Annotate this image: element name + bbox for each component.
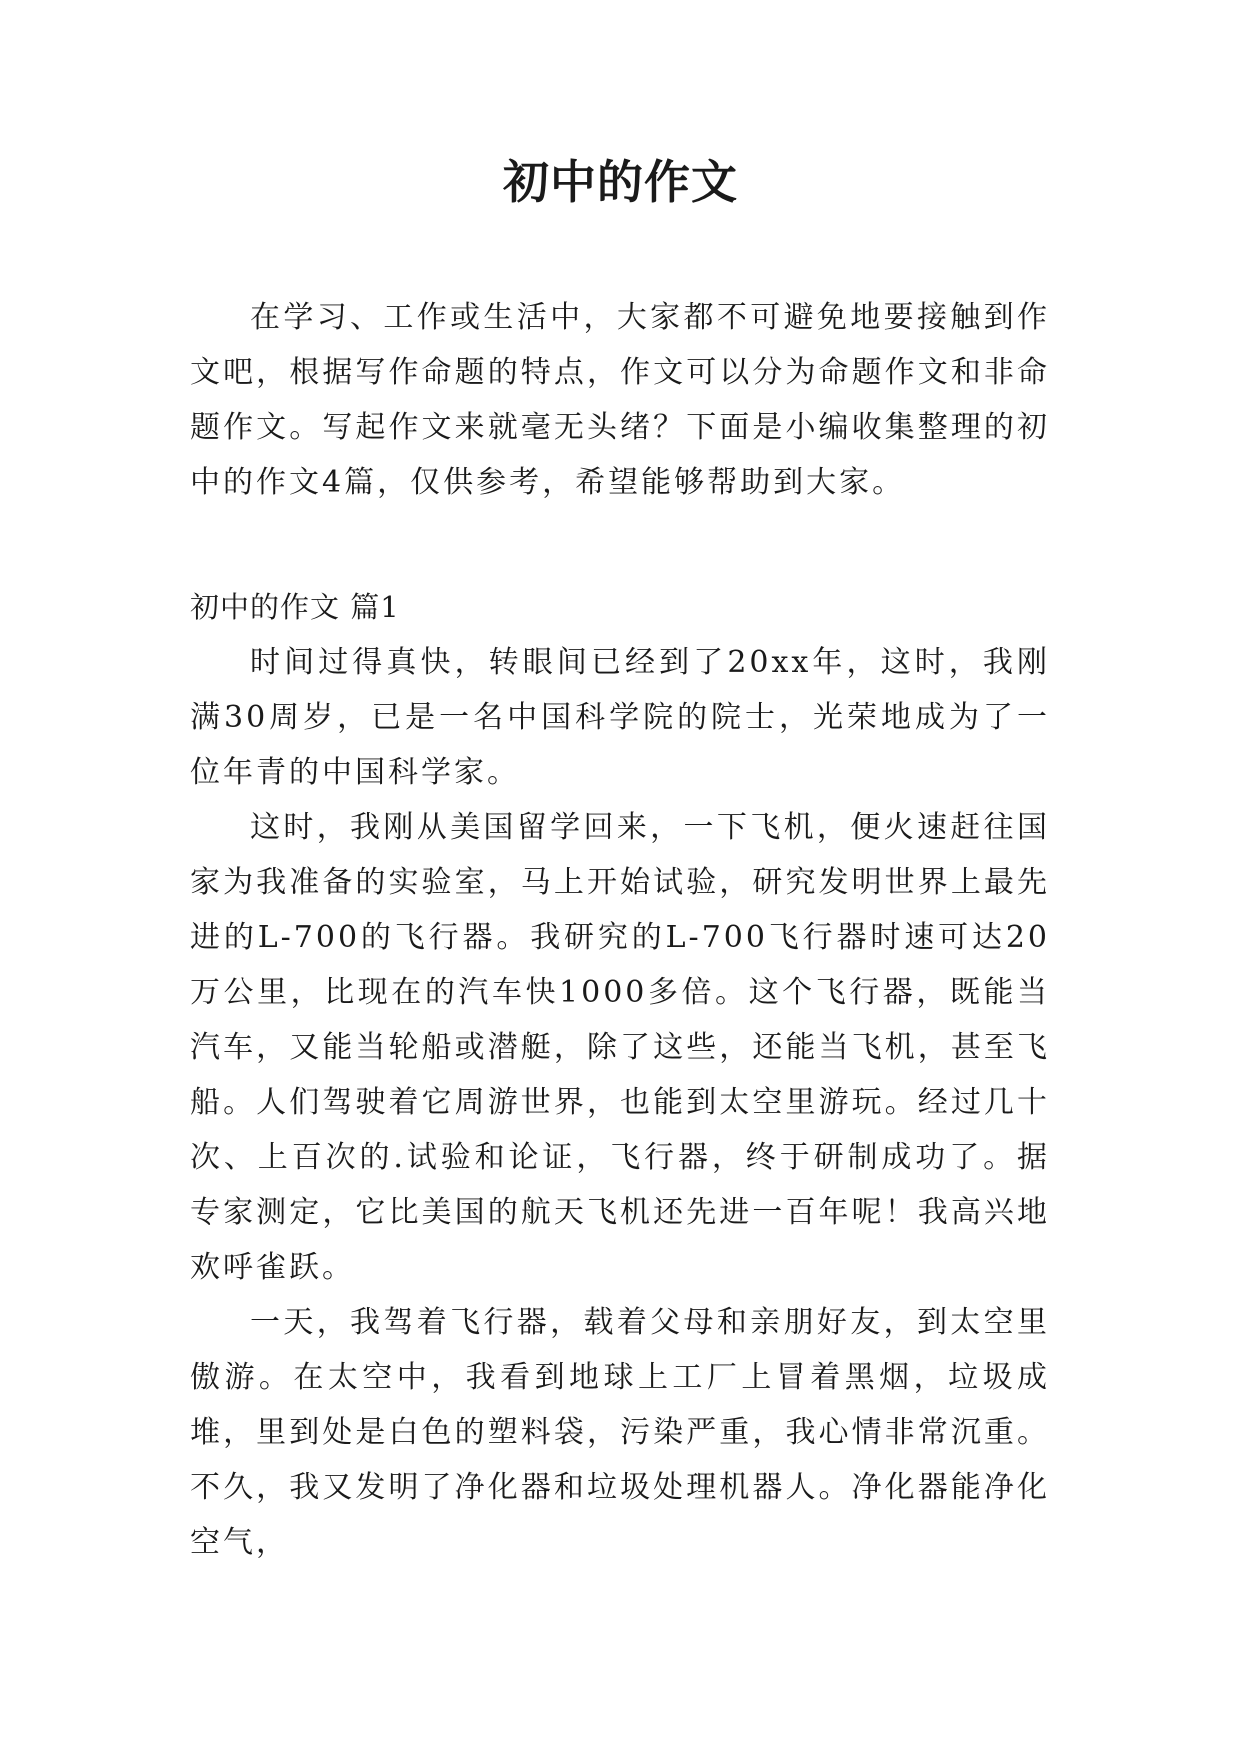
intro-paragraph: 在学习、工作或生活中，大家都不可避免地要接触到作文吧，根据写作命题的特点，作文可以分为命题作文和非命题作文。写起作文来就毫无头绪？下面是小编收集整理的初中的作文4篇，仅供参考，希望能够帮助到大家。 [190,300,1050,500]
section-heading: 初中的作文 篇1 [190,590,400,624]
body-paragraph-2: 这时，我刚从美国留学回来，一下飞机，便火速赶往国家为我准备的实验室，马上开始试验，研究发明世界上最先进的L-700的飞行器。我研究的L-700飞行器时速可达20万公里，比现在的汽车快1000多倍。这个飞行器，既能当汽车，又能当轮船或潜艇，除了这些，还能当飞机，甚至飞船。人们驾驶着它周游世界，也能到太空里游玩。经过几十次、上百次的.试验和论证，飞行器，终于研制成功了。据专家测定，它比美国的航天飞机还先进一百年呢！我高兴地欢呼雀跃。 [190,810,1050,1285]
document-body [190,290,1050,1570]
body-paragraph-1: 时间过得真快，转眼间已经到了20xx年，这时，我刚满30周岁，已是一名中国科学院的院士，光荣地成为了一位年青的中国科学家。 [190,645,1050,790]
body-paragraph-3: 一天，我驾着飞行器，载着父母和亲朋好友，到太空里傲游。在太空中，我看到地球上工厂上冒着黑烟，垃圾成堆，里到处是白色的塑料袋，污染严重，我心情非常沉重。不久，我又发明了净化器和垃圾处理机器人。净化器能净化空气， [190,1305,1050,1560]
document-title: 初中的作文 [503,155,738,209]
